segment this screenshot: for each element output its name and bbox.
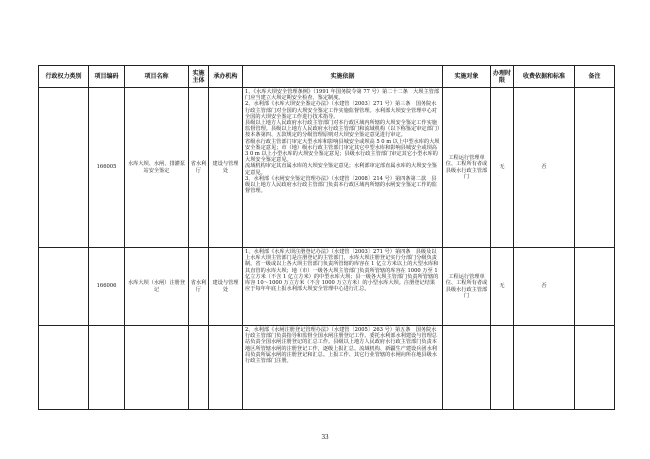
cell-code bbox=[89, 326, 125, 410]
cell-agency bbox=[209, 326, 243, 410]
cell-category bbox=[39, 326, 89, 410]
header-time-limit: 办理时限 bbox=[491, 66, 514, 88]
header-subject: 实施主体 bbox=[189, 66, 209, 88]
cell-basis bbox=[243, 88, 443, 248]
cell-name bbox=[125, 326, 189, 410]
cell-target bbox=[443, 326, 491, 410]
cell-code: 166006 bbox=[89, 248, 125, 326]
cell-fee: 否 bbox=[514, 88, 575, 248]
cell-category bbox=[39, 248, 89, 326]
header-name: 项目名称 bbox=[125, 66, 189, 88]
cell-subject: 省水利厅 bbox=[189, 88, 209, 248]
header-basis: 实施依据 bbox=[243, 66, 443, 88]
cell-basis bbox=[243, 326, 443, 410]
cell-basis bbox=[243, 248, 443, 326]
cell-remark bbox=[575, 248, 615, 326]
basis-paragraph: 2、水利部《水库大坝安全鉴定办法》（水建管〔2003〕271 号）第三条 国务院水行政主管部门对全国的大坝安全鉴定工作实施监督管理。水利部大坝安全管理中心对全国的大坝安全鉴定工作进行技术指导。 bbox=[245, 101, 437, 120]
cell-remark bbox=[575, 88, 615, 248]
cell-subject bbox=[189, 326, 209, 410]
basis-paragraph: 1、《水库大坝安全管理条例》（1991 年国务院令第 77 号）第二十二条 大坝主管部门应当建立大坝定期安全检查、鉴定制度。 bbox=[245, 89, 440, 102]
basis-paragraph: 县级以上地方人民政府水行政主管部门对本行政区域内所辖的大坝安全鉴定工作实施监督管理。县级以上地方人民政府水行政主管部门和流域机构（以下称鉴定审定部门）按本条第四、五款规定的分级管理原则对大坝安全鉴定意见进行审定。 bbox=[245, 120, 440, 139]
header-code: 项目编码 bbox=[89, 66, 125, 88]
cell-target: 工程运行管理单位、工程所有者或县级水行政主管部门 bbox=[443, 248, 491, 326]
basis-paragraph: 2、水利部《水闸注册登记管理办法》（水建管〔2005〕263 号）第五条 国务院水行政主管部门负责指导和监督全国水闸注册登记工作。委托水利部水利建设与管理总站负责全国水闸注册登记的汇总工作。县级以上地方人民政府水行政主管部门负责本地区所管辖水闸的注册登记工作，逐级上报汇总。流域机构、新疆生产建设兵团水利局负责所属水闸的注册登记和汇总。上报工作、其它行业管辖的水闸向所在地县级水行政主管部门注册。 bbox=[245, 327, 437, 365]
cell-time-limit: 无 bbox=[491, 88, 514, 248]
header-category: 行政权力类别 bbox=[39, 66, 89, 88]
cell-code: 166005 bbox=[89, 88, 125, 248]
header-agency: 承办机构 bbox=[209, 66, 243, 88]
cell-time-limit bbox=[491, 326, 514, 410]
page-number: 33 bbox=[321, 433, 329, 441]
cell-remark bbox=[575, 326, 615, 410]
basis-paragraph: 省级水行政主管部门审定大型水库和影响县城安全或坝高 5 0 m 以上中型水库的大坝安全鉴定意见；市（地）级水行政主管部门审定其它中型水库和影响县城安全或坝高 3 0 m 以上小型水库的大坝安全鉴定意见；县级水行政主管部门审定其它小型水库的大坝安全鉴定意见。 bbox=[245, 138, 440, 164]
cell-fee bbox=[514, 326, 575, 410]
basis-paragraph: 流域机构审定其直属水库的大坝安全鉴定意见；水利部审定部直属水库的大坝安全鉴定意见。 bbox=[245, 163, 437, 176]
basis-paragraph: 1、水利部《水库大坝注册登记办法》（水建管〔2003〕271 号）第四条 县级及以上水库大坝主管部门是注册登记的主管部门，水库大坝注册登记实行分部门分级负责制。省一级或以上各大坝主管部门负责所管辖的库容在 1 亿立方米以上的大型水库和其直管的水库大坝；地（市）一级各大坝主管部门负责所管辖的库容在 1000 万至 1 亿立方米（不含 1 亿立方米）的中型水库大坝；县一级各大坝主管部门负责所管辖的库容 10～1000 万立方米（不含 1000 万立方米）的小型水库大坝。注册登记结果应于每年年底上报水利部大坝安全管理中心进行汇总。 bbox=[245, 249, 439, 293]
header-row bbox=[39, 66, 615, 88]
table-row bbox=[39, 88, 615, 248]
cell-category bbox=[39, 88, 89, 248]
power-list-table bbox=[38, 65, 615, 410]
header-target: 实施对象 bbox=[443, 66, 491, 88]
table-row bbox=[39, 326, 615, 410]
basis-paragraph: 3、水利部《水闸安全鉴定管理办法》（水建管〔2008〕214 号）第四条第二款 县级以上地方人民政府水行政主管部门负责本行政区域内所辖的水闸安全鉴定工作的监督管理。 bbox=[245, 175, 437, 195]
table-row bbox=[39, 248, 615, 326]
cell-time-limit: 无 bbox=[491, 248, 514, 326]
cell-target: 工程运行管理单位、工程所有者或县级水行政主管部门 bbox=[443, 88, 491, 248]
cell-agency: 建设与管理处 bbox=[209, 88, 243, 248]
cell-agency: 建设与管理处 bbox=[209, 248, 243, 326]
cell-name: 水库大坝、水闸、排灌泵站安全鉴定 bbox=[125, 88, 189, 248]
header-fee: 收费依据和标准 bbox=[514, 66, 575, 88]
cell-subject: 省水利厅 bbox=[189, 248, 209, 326]
cell-name: 水库大坝（水闸）注册登记 bbox=[125, 248, 189, 326]
cell-fee: 否 bbox=[514, 248, 575, 326]
header-remark: 备注 bbox=[575, 66, 615, 88]
